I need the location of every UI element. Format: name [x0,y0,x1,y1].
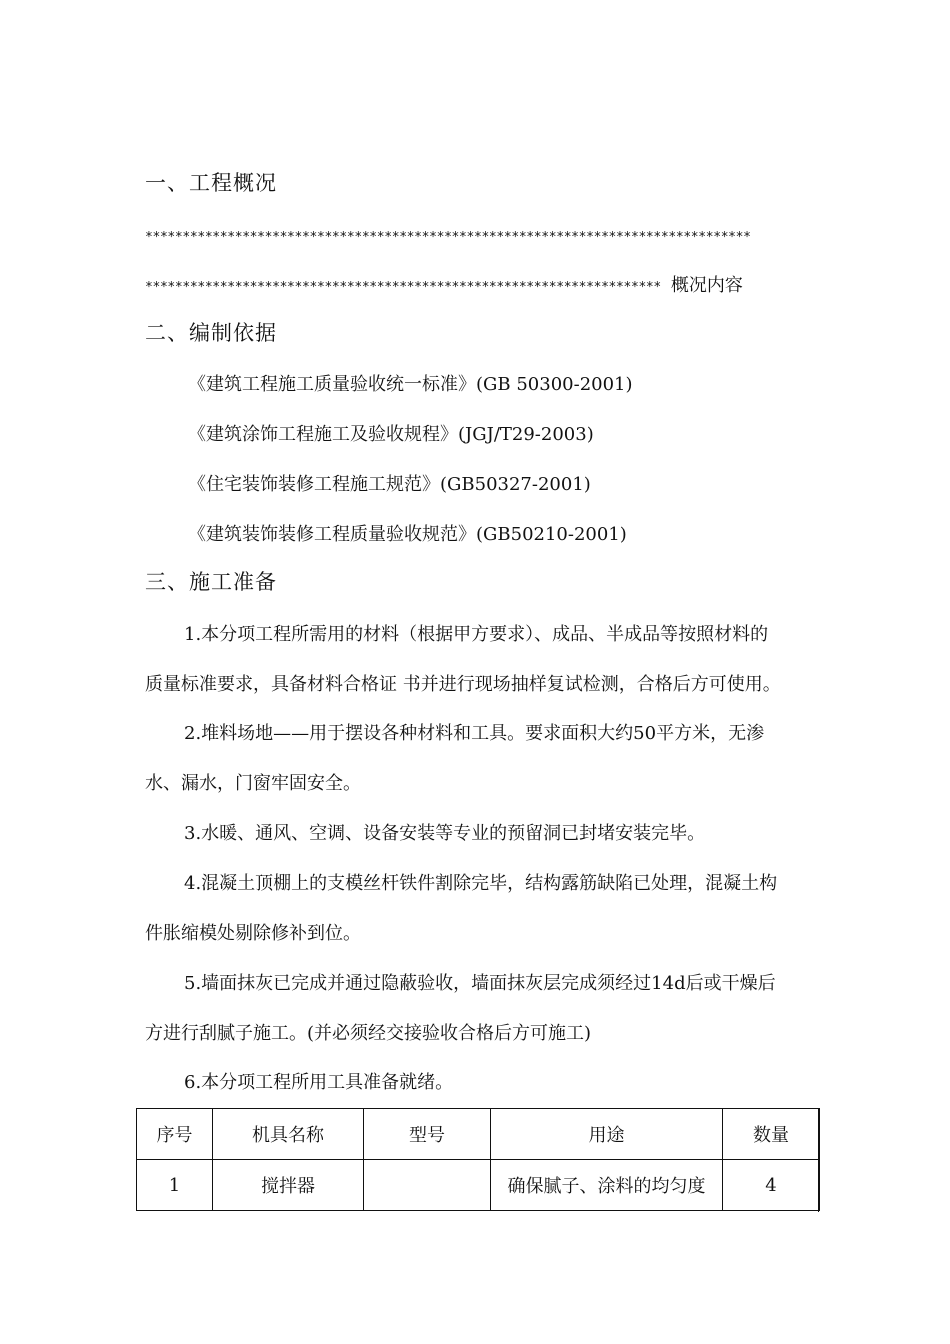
section-3-heading: 三、施工准备 [145,570,277,594]
reference-item: 《住宅装饰装修工程施工规范》(GB50327-2001) [188,474,591,495]
section-2-heading: 二、编制依据 [145,321,277,345]
prep-paragraph-line: 1.本分项工程所需用的材料（根据甲方要求）、成品、半成品等按照材料的 [184,624,769,645]
header-cell-index: 序号 [137,1109,213,1160]
table-double-border [818,1108,819,1212]
prep-paragraph-line: 5.墙面抹灰已完成并通过隐蔽验收，墙面抹灰层完成须经过14d后或干燥后 [184,973,776,994]
header-cell-purpose: 用途 [491,1109,723,1160]
overview-placeholder-line-2 [145,274,743,298]
prep-paragraph-line: 质量标准要求，具备材料合格证 书并进行现场抽样复试检测，合格后方可使用。 [145,674,781,695]
table-header-row [137,1109,820,1160]
header-cell-model: 型号 [364,1109,491,1160]
redacted-stars: ********************************************************************* [145,280,661,295]
header-cell-quantity: 数量 [723,1109,820,1160]
table-cell: 确保腻子、涂料的均匀度 [491,1160,723,1211]
redacted-stars: ********************************************************************************* [145,230,751,245]
table-cell [364,1160,491,1211]
prep-paragraph-line: 4.混凝土顶棚上的支模丝杆铁件割除完毕，结构露筋缺陷已处理，混凝土构 [184,873,778,894]
prep-paragraph-line: 件胀缩模处剔除修补到位。 [145,923,361,944]
overview-label: 概况内容 [670,275,743,296]
prep-paragraph-line: 2.堆料场地——用于摆设各种材料和工具。要求面积大约50平方米，无渗 [184,723,765,744]
table-cell: 1 [137,1160,213,1211]
prep-paragraph-line: 水、漏水，门窗牢固安全。 [145,773,361,794]
prep-paragraph-line: 6.本分项工程所用工具准备就绪。 [184,1072,454,1093]
reference-item: 《建筑涂饰工程施工及验收规程》(JGJ/T29-2003) [188,424,594,445]
table-row [137,1160,820,1211]
tools-table [136,1108,820,1211]
reference-item: 《建筑工程施工质量验收统一标准》(GB 50300-2001) [188,374,633,395]
table-cell: 搅拌器 [213,1160,364,1211]
section-1-heading: 一、工程概况 [145,171,277,195]
header-cell-tool-name: 机具名称 [213,1109,364,1160]
reference-item: 《建筑装饰装修工程质量验收规范》(GB50210-2001) [188,524,627,545]
table-cell: 4 [723,1160,820,1211]
prep-paragraph-line: 3.水暖、通风、空调、设备安装等专业的预留洞已封堵安装完毕。 [184,823,706,844]
prep-paragraph-line: 方进行刮腻子施工。(并必须经交接验收合格后方可施工) [145,1023,592,1044]
overview-placeholder-line-1 [145,224,751,248]
